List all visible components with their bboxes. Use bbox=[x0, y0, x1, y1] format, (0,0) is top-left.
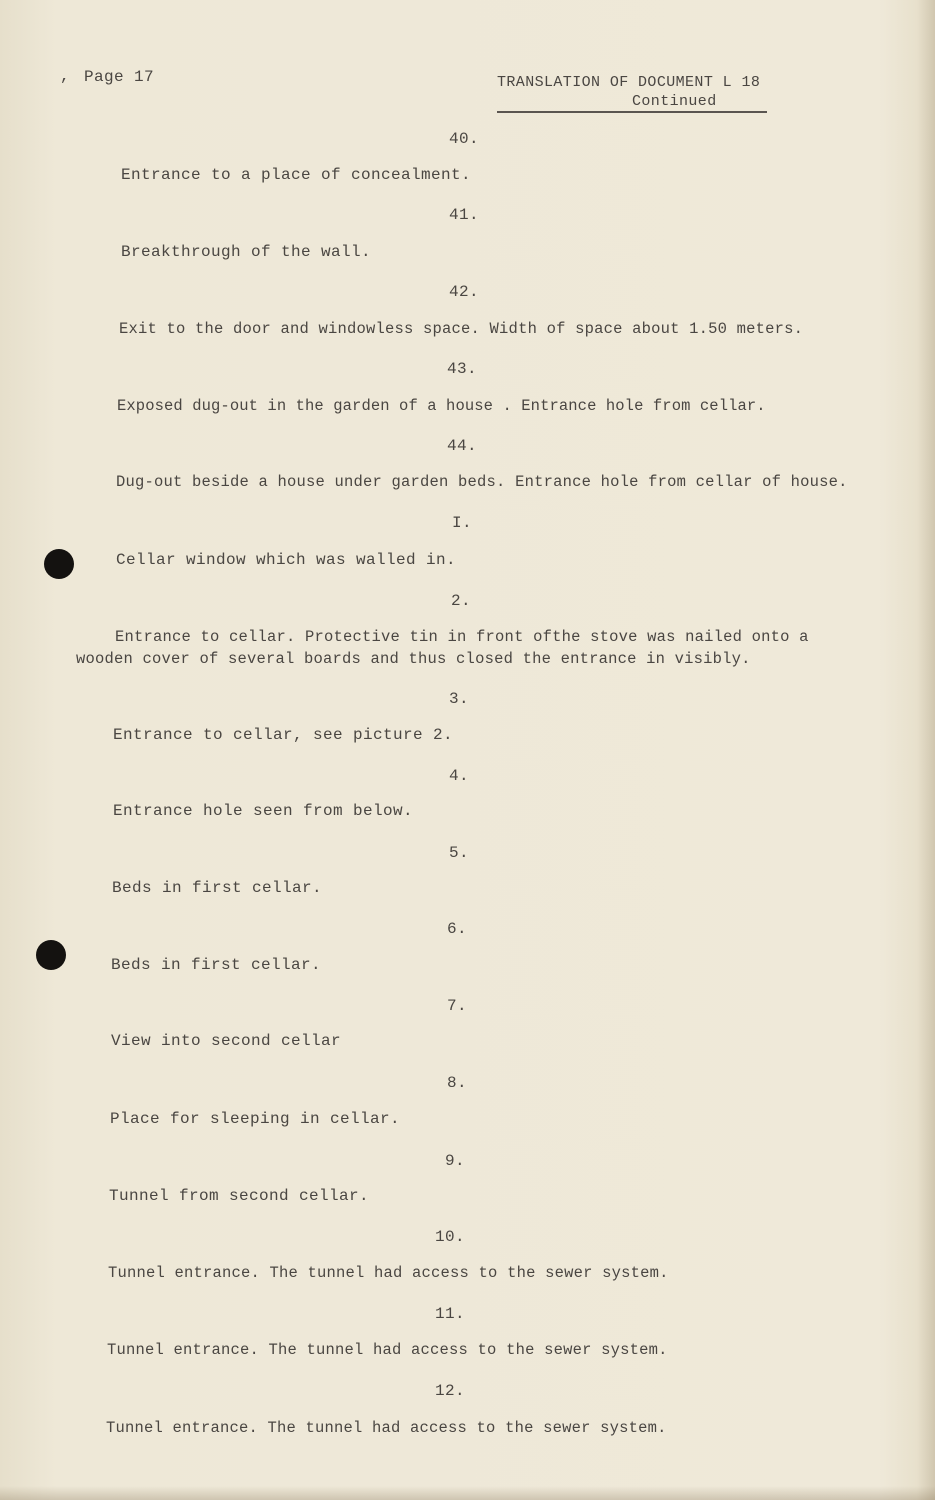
page-edge-shadow bbox=[917, 0, 935, 1500]
entry-number: 9. bbox=[445, 1152, 466, 1170]
title-underline bbox=[497, 111, 767, 113]
entry-caption: Beds in first cellar. bbox=[111, 956, 322, 974]
entry-caption: Entrance to cellar. Protective tin in front ofthe stove was nailed onto a bbox=[115, 628, 809, 646]
entry-caption: Tunnel entrance. The tunnel had access to the sewer system. bbox=[107, 1341, 668, 1359]
entry-number: 10. bbox=[435, 1228, 466, 1246]
entry-caption: Place for sleeping in cellar. bbox=[110, 1110, 401, 1128]
entry-caption: Tunnel entrance. The tunnel had access to the sewer system. bbox=[106, 1419, 667, 1437]
entry-number: 42. bbox=[449, 283, 480, 301]
entry-number: 8. bbox=[447, 1074, 468, 1092]
entry-caption: Exposed dug-out in the garden of a house . Entrance hole from cellar. bbox=[117, 397, 766, 415]
entry-number: 40. bbox=[449, 130, 480, 148]
entry-caption: Entrance to a place of concealment. bbox=[121, 166, 472, 184]
entry-caption: View into second cellar bbox=[111, 1032, 342, 1050]
entry-number: 43. bbox=[447, 360, 478, 378]
entry-caption: Tunnel from second cellar. bbox=[109, 1187, 370, 1205]
entry-caption: Cellar window which was walled in. bbox=[116, 551, 457, 569]
entry-number: 2. bbox=[451, 592, 472, 610]
punch-hole bbox=[36, 940, 66, 970]
page-number: Page 17 bbox=[84, 68, 155, 86]
entry-number: I. bbox=[452, 514, 473, 532]
entry-number: 11. bbox=[435, 1305, 466, 1323]
entry-caption: Entrance hole seen from below. bbox=[113, 802, 414, 820]
entry-number: 5. bbox=[449, 844, 470, 862]
entry-number: 41. bbox=[449, 206, 480, 224]
entry-caption: Entrance to cellar, see picture 2. bbox=[113, 726, 454, 744]
entry-caption: Dug-out beside a house under garden beds. Entrance hole from cellar of house. bbox=[116, 473, 848, 491]
entry-caption: Breakthrough of the wall. bbox=[121, 243, 372, 261]
entry-number: 6. bbox=[447, 920, 468, 938]
margin-mark: , bbox=[60, 67, 71, 85]
entry-caption: Beds in first cellar. bbox=[112, 879, 323, 897]
punch-hole bbox=[44, 549, 74, 579]
page-bottom-shadow bbox=[0, 1486, 935, 1500]
entry-number: 44. bbox=[447, 437, 478, 455]
entry-caption-continued: wooden cover of several boards and thus closed the entrance in visibly. bbox=[76, 650, 751, 668]
entry-number: 12. bbox=[435, 1382, 466, 1400]
entry-number: 7. bbox=[447, 997, 468, 1015]
document-title: TRANSLATION OF DOCUMENT L 18 bbox=[497, 74, 761, 91]
entry-number: 4. bbox=[449, 767, 470, 785]
entry-number: 3. bbox=[449, 690, 470, 708]
document-subtitle: Continued bbox=[632, 93, 717, 110]
entry-caption: Tunnel entrance. The tunnel had access to the sewer system. bbox=[108, 1264, 669, 1282]
entry-caption: Exit to the door and windowless space. Width of space about 1.50 meters. bbox=[119, 320, 804, 338]
